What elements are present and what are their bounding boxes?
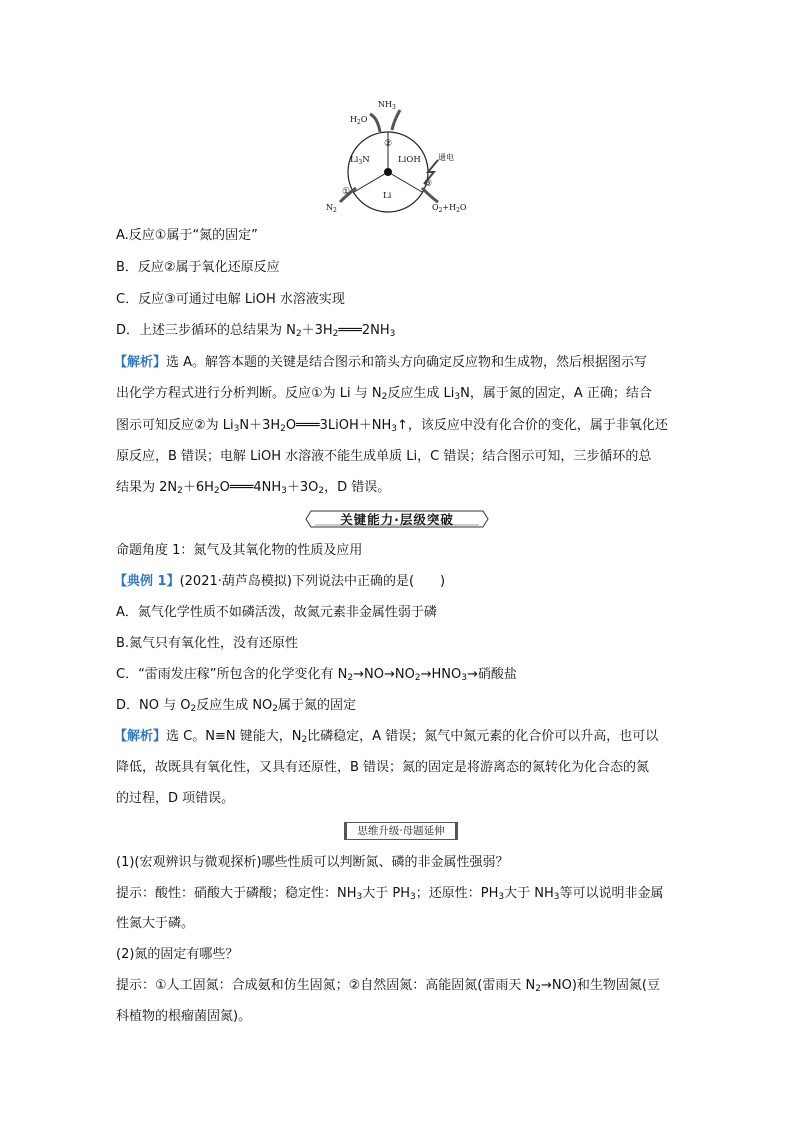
question-1: (1)(宏观辨识与微观探析)哪些性质可以判断氮、磷的非金属性强弱？ xyxy=(116,855,509,870)
arrow-nh3-out xyxy=(392,110,400,130)
label-step1: ① xyxy=(342,187,351,197)
option-a: A.反应①属于“氮的固定” xyxy=(116,228,258,243)
analysis1-line1: 【解析】选 A。解答本题的关键是结合图示和箭头方向确定反应物和生成物，然后根据图示写 xyxy=(114,355,648,370)
option-b: B．反应②属于氧化还原反应 xyxy=(116,260,280,275)
label-li: Li xyxy=(383,191,392,201)
analysis1-line5: 结果为 $2N_2+6H_2O═══4NH_3+3O_2$，D 错误。 xyxy=(116,480,391,496)
hint-1-line1: 提示：酸性：硝酸大于磷酸；稳定性：$NH_3$大于 $PH_3$；还原性：$PH_3$大于 $NH_3$等可以说明非金属 xyxy=(116,886,664,902)
example-tag: 【典例 1】 xyxy=(114,574,180,589)
label-electrolysis: 通电 xyxy=(438,153,454,162)
example1-option-a: A．氮气化学性质不如磷活泼，故氮元素非金属性弱于磷 xyxy=(116,605,437,620)
divider-left xyxy=(354,172,388,192)
label-step3: ③ xyxy=(424,179,433,189)
label-n2: $N_2$ xyxy=(326,203,337,214)
arrow-o2-out xyxy=(422,188,438,202)
analysis-tag: 【解析】 xyxy=(114,729,167,744)
hint-2-line2: 科植物的根瘤菌固氮)。 xyxy=(116,1009,252,1024)
hint-2-line1: 提示：①人工固氮：合成氨和仿生固氮；②自然固氮：高能固氮(雷雨天 $N_2\to NO$)和生物固氮(豆 xyxy=(116,978,660,994)
option-d: D．上述三步循环的总结果为 $N_2+3H_2═══2NH_3$ xyxy=(116,323,396,339)
label-o2-h2o: $O_2+H_2O$ xyxy=(432,203,467,214)
label-nh3: $NH_3$ xyxy=(378,100,396,111)
divider-right xyxy=(388,172,422,192)
analysis1-line4: 原反应，B 错误；电解 LiOH 水溶液不能生成单质 Li，C 错误；结合图示可知，三步循环的总 xyxy=(116,449,652,464)
center-dot xyxy=(384,168,392,176)
question-2: (2)氮的固定有哪些？ xyxy=(116,947,239,962)
analysis1-line3: 图示可知反应②为 $Li_3N+3H_2O═══3LiOH+NH_3↑$，该反应中没有化合价的变化，属于非氧化还 xyxy=(116,418,668,434)
analysis2-line3: 的过程，D 项错误。 xyxy=(116,791,235,806)
analysis-tag: 【解析】 xyxy=(114,355,167,370)
analysis1-line2: 出化学方程式进行分析判断。反应①为 Li 与 $N_2$反应生成 $Li_3N$，属于氮的固定，A 正确；结合 xyxy=(116,386,652,402)
arrow-h2o-in xyxy=(370,114,380,132)
option-c: C．反应③可通过电解 LiOH 水溶液实现 xyxy=(116,292,345,307)
label-li3n: $Li_3N$ xyxy=(350,155,370,166)
nitrogen-cycle-diagram xyxy=(320,98,480,218)
example1-stem: 【典例 1】(2021·葫芦岛模拟)下列说法中正确的是( ) xyxy=(114,574,446,589)
example1-option-c: C．“雷雨发庄稼”所包含的化学变化有 $N_2\to NO\to NO_2\to HNO_3\to$硝酸盐 xyxy=(116,667,517,683)
banner-title: 关键能力·层级突破 xyxy=(340,512,454,527)
example1-option-b: B.氮气只有氧化性，没有还原性 xyxy=(116,636,299,651)
label-step2: ② xyxy=(384,139,393,149)
section-banner xyxy=(305,510,489,528)
subsection-heading: 思维升级·母题延伸 xyxy=(344,822,458,840)
label-h2o: $H_2O$ xyxy=(350,115,368,126)
analysis2-line1: 【解析】选 C。N≡N 键能大，$N_2$比磷稳定，A 错误；氮气中氮元素的化合价可以升高，也可以 xyxy=(114,729,659,745)
hint-1-line2: 性氮大于磷。 xyxy=(116,916,195,931)
label-lioh: LiOH xyxy=(398,155,421,165)
example1-option-d: D．NO 与 $O_2$反应生成 $NO_2$属于氮的固定 xyxy=(116,698,357,714)
angle-title: 命题角度 1：氮气及其氧化物的性质及应用 xyxy=(116,543,363,558)
analysis2-line2: 降低，故既具有氧化性，又具有还原性，B 错误；氮的固定是将游离态的氮转化为化合态的氮 xyxy=(116,760,650,775)
